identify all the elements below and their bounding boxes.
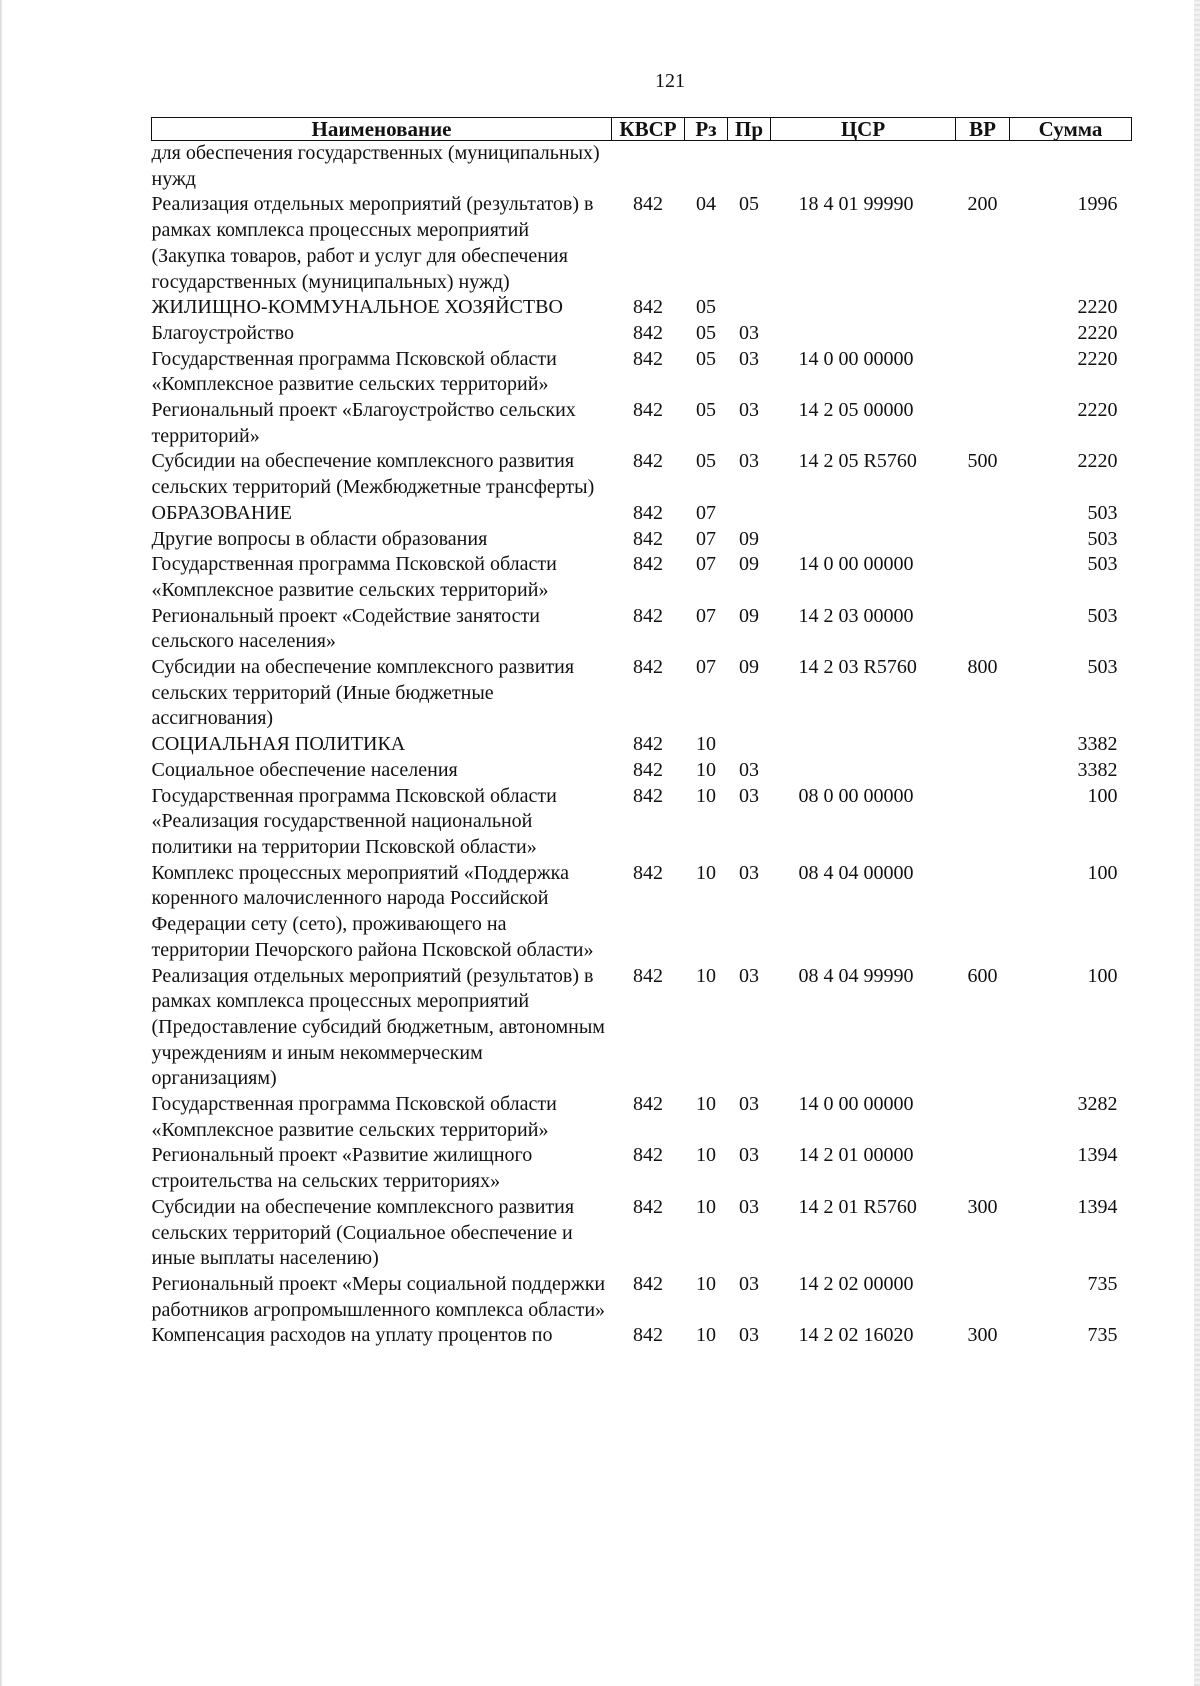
cell-rz: 10 — [696, 733, 716, 756]
table-row — [152, 964, 1132, 1093]
cell-sum: 2220 — [1077, 399, 1118, 422]
cell-sum — [1010, 141, 1132, 193]
cell-csr: 18 4 01 99990 — [798, 193, 914, 216]
cell-name: Субсидии на обеспечение комплексного развития сельских территорий (Социальное обеспечение и иные выплаты населению) — [151, 1195, 575, 1270]
cell-vr — [956, 604, 1010, 655]
table-header-row — [152, 118, 1132, 141]
cell-kvsr: 842 — [633, 861, 663, 884]
cell-vr — [956, 527, 1010, 553]
cell-rz: 05 — [696, 321, 716, 344]
cell-vr — [956, 501, 1010, 527]
cell-name: для обеспечения государственных (муниципальных) нужд — [151, 142, 600, 190]
table-row — [152, 732, 1132, 758]
cell-pr: 09 — [739, 553, 759, 576]
table-row — [152, 758, 1132, 784]
cell-rz — [685, 141, 728, 193]
cell-rz: 07 — [696, 604, 716, 627]
cell-sum: 100 — [1087, 784, 1118, 807]
cell-pr: 03 — [739, 758, 759, 781]
cell-vr — [956, 295, 1010, 321]
table-row — [152, 1092, 1132, 1143]
cell-sum: 1394 — [1077, 1195, 1118, 1218]
budget-table — [151, 117, 1132, 1349]
cell-vr — [956, 141, 1010, 193]
cell-name: Региональный проект «Благоустройство сельских территорий» — [151, 399, 576, 447]
cell-pr: 03 — [739, 784, 759, 807]
cell-pr — [728, 501, 771, 527]
cell-vr: 200 — [967, 193, 998, 216]
table-row — [152, 501, 1132, 527]
cell-sum: 2220 — [1077, 450, 1118, 473]
cell-name: Благоустройство — [151, 321, 295, 344]
cell-rz: 07 — [696, 656, 716, 679]
table-row — [152, 295, 1132, 321]
cell-pr — [728, 732, 771, 758]
table-row — [152, 321, 1132, 347]
header-sum: Сумма — [1010, 118, 1132, 141]
cell-sum: 503 — [1087, 656, 1118, 679]
cell-name: ОБРАЗОВАНИЕ — [151, 501, 293, 524]
cell-rz: 10 — [696, 1093, 716, 1116]
cell-vr: 300 — [967, 1195, 998, 1218]
cell-name: Государственная программа Псковской области «Комплексное развитие сельских территорий» — [151, 347, 557, 396]
cell-csr — [771, 321, 956, 347]
cell-vr — [956, 732, 1010, 758]
cell-csr — [771, 295, 956, 321]
cell-name: СОЦИАЛЬНАЯ ПОЛИТИКА — [151, 733, 406, 756]
cell-rz: 04 — [696, 193, 716, 216]
cell-csr: 14 2 02 00000 — [798, 1272, 914, 1295]
cell-vr — [956, 1272, 1010, 1323]
cell-vr: 800 — [967, 656, 998, 679]
cell-sum: 503 — [1087, 501, 1118, 524]
cell-sum: 735 — [1087, 1324, 1118, 1347]
cell-kvsr: 842 — [633, 296, 663, 319]
cell-rz: 10 — [696, 861, 716, 884]
cell-pr: 03 — [739, 347, 759, 370]
cell-vr — [956, 321, 1010, 347]
cell-kvsr: 842 — [633, 758, 663, 781]
cell-csr: 14 2 05 R5760 — [798, 450, 917, 473]
header-kvsr: КВСР — [612, 118, 685, 141]
cell-csr: 08 4 04 99990 — [798, 964, 914, 987]
cell-pr: 03 — [739, 450, 759, 473]
cell-kvsr: 842 — [633, 553, 663, 576]
cell-name: Реализация отдельных мероприятий (результатов) в рамках комплекса процессных мероприятий (Предоставление субсидий бюджетным, автономным учреждениям и иным некоммерческим организациям) — [151, 964, 605, 1090]
header-rz: Рз — [685, 118, 728, 141]
cell-pr: 03 — [739, 1272, 759, 1295]
cell-pr: 03 — [739, 1093, 759, 1116]
page-number: 121 — [655, 70, 685, 92]
cell-kvsr: 842 — [633, 604, 663, 627]
cell-vr — [956, 398, 1010, 449]
table-row — [152, 1272, 1132, 1323]
cell-kvsr: 842 — [633, 733, 663, 756]
cell-pr — [728, 141, 771, 193]
table-row — [152, 1323, 1132, 1349]
cell-sum: 100 — [1087, 964, 1118, 987]
cell-rz: 10 — [696, 1144, 716, 1167]
cell-kvsr: 842 — [633, 1324, 663, 1347]
cell-pr: 03 — [739, 964, 759, 987]
cell-name: Региональный проект «Развитие жилищного строительства на сельских территориях» — [151, 1144, 533, 1193]
cell-kvsr: 842 — [633, 399, 663, 422]
cell-rz: 10 — [696, 784, 716, 807]
cell-pr: 09 — [739, 527, 759, 550]
table-row — [152, 655, 1132, 732]
cell-vr — [956, 1143, 1010, 1194]
cell-csr: 14 0 00 00000 — [798, 347, 914, 370]
cell-kvsr: 842 — [633, 527, 663, 550]
cell-name: Региональный проект «Меры социальной поддержки работников агропромышленного комплекса области» — [151, 1272, 606, 1321]
table-body — [152, 141, 1132, 1350]
cell-rz: 05 — [696, 450, 716, 473]
table-row — [152, 1195, 1132, 1272]
cell-name: ЖИЛИЩНО-КОММУНАЛЬНОЕ ХОЗЯЙСТВО — [151, 296, 563, 319]
cell-name: Реализация отдельных мероприятий (результатов) в рамках комплекса процессных мероприятий (Закупка товаров, работ и услуг для обеспечения государственных (муниципальных) нужд) — [151, 193, 594, 293]
cell-kvsr: 842 — [633, 1144, 663, 1167]
cell-csr — [771, 501, 956, 527]
cell-csr: 14 2 03 00000 — [798, 604, 914, 627]
cell-rz: 10 — [696, 1324, 716, 1347]
cell-vr — [956, 552, 1010, 603]
cell-sum: 3382 — [1077, 733, 1118, 756]
header-name: Наименование — [152, 118, 612, 141]
table-row — [152, 398, 1132, 449]
cell-kvsr — [612, 141, 685, 193]
cell-pr: 03 — [739, 1195, 759, 1218]
cell-kvsr: 842 — [633, 450, 663, 473]
cell-csr — [771, 758, 956, 784]
cell-rz: 10 — [696, 758, 716, 781]
cell-kvsr: 842 — [633, 1195, 663, 1218]
table-row — [152, 141, 1132, 193]
cell-csr: 14 2 02 16020 — [798, 1324, 914, 1347]
cell-vr — [956, 758, 1010, 784]
cell-rz: 10 — [696, 1195, 716, 1218]
cell-sum: 2220 — [1077, 296, 1118, 319]
cell-kvsr: 842 — [633, 784, 663, 807]
cell-pr: 05 — [739, 193, 759, 216]
table-row — [152, 552, 1132, 603]
table-row — [152, 449, 1132, 500]
cell-sum: 503 — [1087, 527, 1118, 550]
cell-sum: 100 — [1087, 861, 1118, 884]
cell-sum: 503 — [1087, 553, 1118, 576]
cell-csr: 08 0 00 00000 — [798, 784, 914, 807]
cell-rz: 05 — [696, 399, 716, 422]
cell-rz: 05 — [696, 296, 716, 319]
cell-rz: 10 — [696, 1272, 716, 1295]
cell-name: Субсидии на обеспечение комплексного развития сельских территорий (Межбюджетные трансферты) — [151, 450, 595, 499]
cell-vr — [956, 861, 1010, 964]
cell-csr: 14 0 00 00000 — [798, 553, 914, 576]
cell-rz: 07 — [696, 527, 716, 550]
cell-pr: 03 — [739, 321, 759, 344]
cell-rz: 07 — [696, 553, 716, 576]
cell-csr — [771, 141, 956, 193]
cell-pr: 03 — [739, 1144, 759, 1167]
cell-csr: 14 2 01 R5760 — [798, 1195, 917, 1218]
cell-kvsr: 842 — [633, 193, 663, 216]
cell-sum: 1996 — [1077, 193, 1118, 216]
scan-edge-left — [0, 0, 3, 1686]
cell-sum: 2220 — [1077, 321, 1118, 344]
cell-sum: 735 — [1087, 1272, 1118, 1295]
cell-vr: 500 — [967, 450, 998, 473]
cell-name: Государственная программа Псковской области «Реализация государственной национальной политики на территории Псковской области» — [151, 784, 557, 858]
cell-vr — [956, 784, 1010, 861]
cell-kvsr: 842 — [633, 1272, 663, 1295]
cell-csr: 14 2 05 00000 — [798, 399, 914, 422]
cell-pr: 03 — [739, 1324, 759, 1347]
cell-kvsr: 842 — [633, 347, 663, 370]
cell-name: Комплекс процессных мероприятий «Поддержка коренного малочисленного народа Российской Федерации сету (сето), проживающего на территории Печорского района Псковской области» — [151, 861, 594, 961]
cell-rz: 10 — [696, 964, 716, 987]
table-row — [152, 604, 1132, 655]
cell-name: Субсидии на обеспечение комплексного развития сельских территорий (Иные бюджетные ассигнования) — [151, 656, 575, 730]
cell-sum: 2220 — [1077, 347, 1118, 370]
cell-csr: 14 2 01 00000 — [798, 1144, 914, 1167]
cell-kvsr: 842 — [633, 321, 663, 344]
cell-sum: 3282 — [1077, 1093, 1118, 1116]
cell-csr: 14 0 00 00000 — [798, 1093, 914, 1116]
table-row — [152, 347, 1132, 398]
cell-vr: 600 — [967, 964, 998, 987]
cell-pr: 09 — [739, 656, 759, 679]
cell-vr: 300 — [967, 1324, 998, 1347]
cell-kvsr: 842 — [633, 501, 663, 524]
cell-name: Компенсация расходов на уплату процентов по — [151, 1324, 553, 1347]
cell-pr: 03 — [739, 399, 759, 422]
header-csr: ЦСР — [771, 118, 956, 141]
cell-rz: 05 — [696, 347, 716, 370]
cell-pr — [728, 295, 771, 321]
cell-csr: 08 4 04 00000 — [798, 861, 914, 884]
cell-kvsr: 842 — [633, 656, 663, 679]
cell-kvsr: 842 — [633, 1093, 663, 1116]
cell-csr — [771, 732, 956, 758]
cell-vr — [956, 1092, 1010, 1143]
cell-vr — [956, 347, 1010, 398]
table-row — [152, 784, 1132, 861]
cell-name: Государственная программа Псковской области «Комплексное развитие сельских территорий» — [151, 553, 557, 601]
cell-pr: 09 — [739, 604, 759, 627]
scan-edge-right — [1194, 0, 1200, 1686]
table-row — [152, 527, 1132, 553]
cell-sum: 3382 — [1077, 758, 1118, 781]
cell-sum: 1394 — [1077, 1144, 1118, 1167]
cell-sum: 503 — [1087, 604, 1118, 627]
header-vr: ВР — [956, 118, 1010, 141]
cell-name: Другие вопросы в области образования — [151, 527, 488, 550]
cell-name: Государственная программа Псковской области «Комплексное развитие сельских территорий» — [151, 1093, 557, 1141]
table-row — [152, 192, 1132, 295]
cell-rz: 07 — [696, 501, 716, 524]
cell-kvsr: 842 — [633, 964, 663, 987]
cell-pr: 03 — [739, 861, 759, 884]
cell-name: Социальное обеспечение населения — [151, 758, 458, 781]
cell-csr — [771, 527, 956, 553]
header-pr: Пр — [728, 118, 771, 141]
cell-name: Региональный проект «Содействие занятости сельского населения» — [151, 604, 540, 653]
table-row — [152, 1143, 1132, 1194]
table-row — [152, 861, 1132, 964]
cell-csr: 14 2 03 R5760 — [798, 656, 917, 679]
